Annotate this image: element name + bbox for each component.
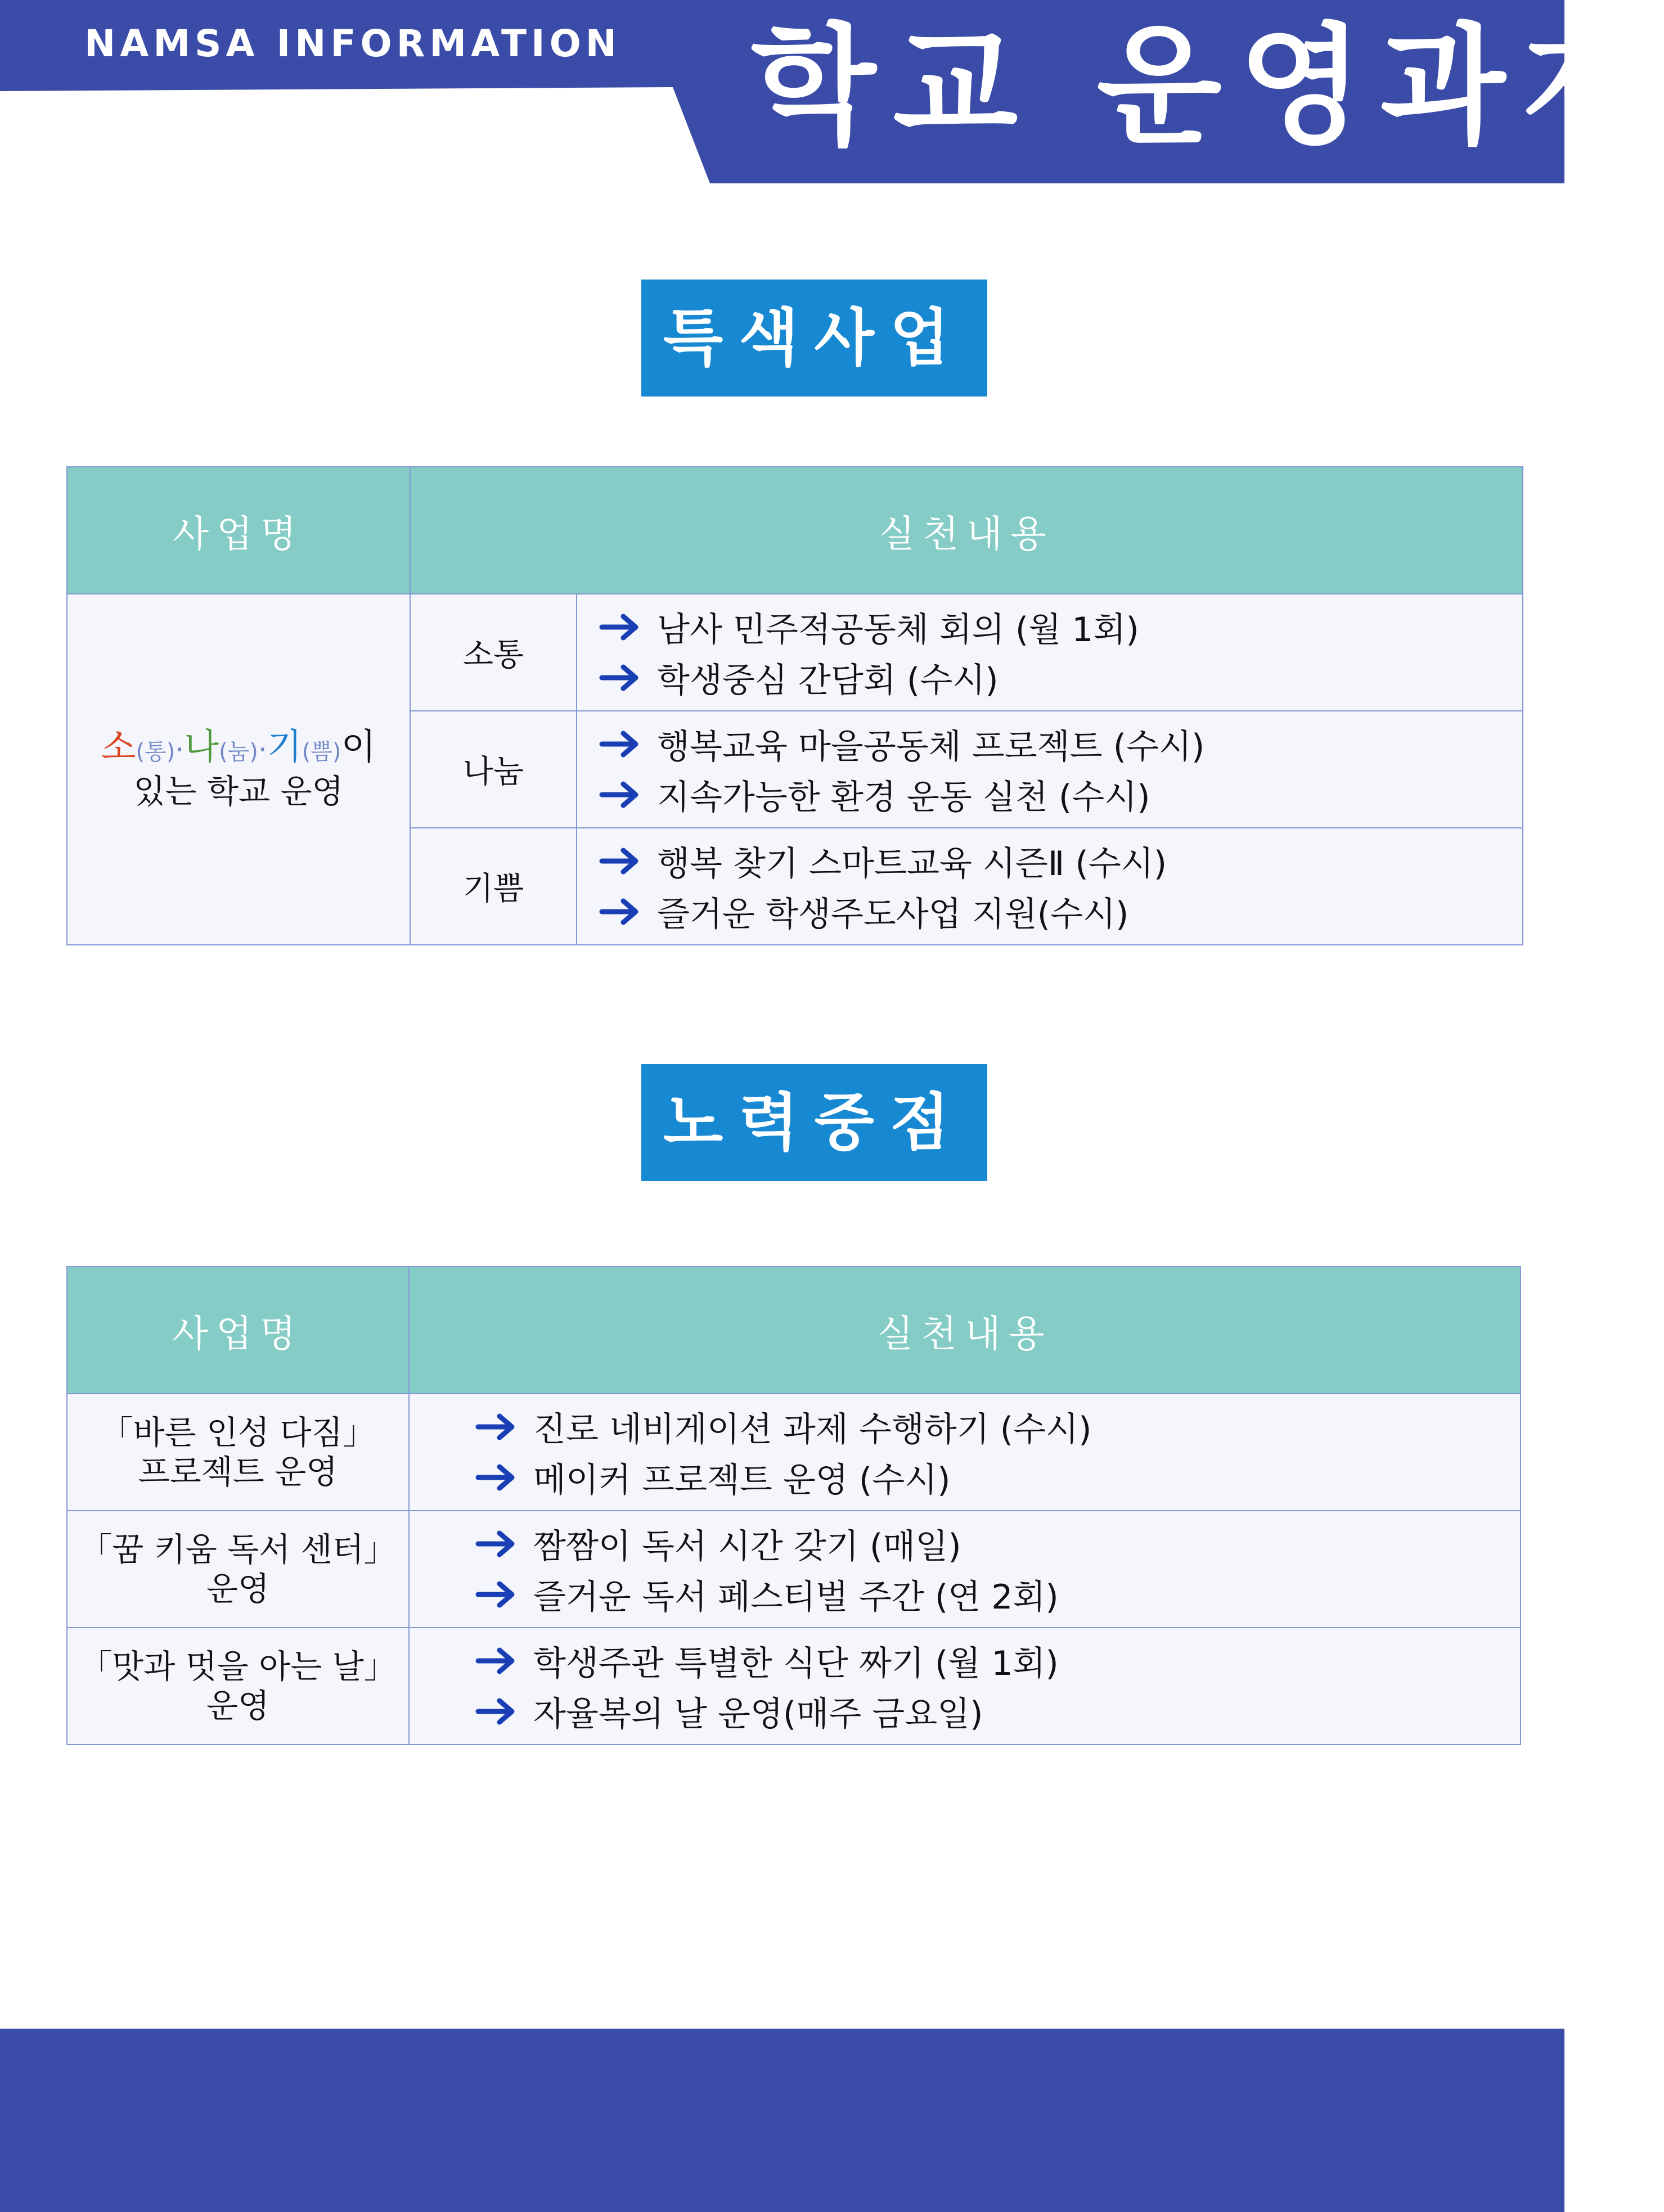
project-name-cell <box>67 1394 409 1511</box>
arrow-right-icon <box>600 847 641 875</box>
table-header-row <box>67 1267 1521 1394</box>
arrow-right-icon <box>476 1580 518 1609</box>
arrow-right-icon <box>600 613 641 641</box>
items-cell <box>409 1628 1521 1745</box>
list-item <box>476 1452 1520 1503</box>
project-name-line1: 「바른 인성 다짐」 <box>100 1413 376 1452</box>
section-title-special: 특색사업 <box>641 280 987 397</box>
list-item <box>600 886 1522 937</box>
arrow-right-icon <box>476 1530 518 1558</box>
arrow-right-icon <box>600 664 641 692</box>
item-text: 학생중심 간담회 (수시) <box>657 661 999 700</box>
arrow-right-icon <box>476 1463 518 1492</box>
items-cell <box>577 594 1523 711</box>
table-row <box>67 1511 1521 1628</box>
category-cell: 소통 <box>410 594 577 711</box>
project-name-line2: 운영 <box>206 1570 270 1608</box>
items-cell <box>409 1511 1521 1628</box>
item-text: 남사 민주적공동체 회의 (월 1회) <box>657 610 1139 650</box>
project-name-dot: · <box>258 733 267 766</box>
list-item <box>600 719 1522 769</box>
project-name-line1: 「맛과 멋을 아는 날」 <box>79 1647 397 1686</box>
list-item <box>476 1636 1520 1686</box>
column-header-name: 사업명 <box>67 467 410 594</box>
project-name-ppeum: (쁨) <box>302 739 341 765</box>
list-item <box>600 769 1522 820</box>
project-name-cell <box>67 1511 409 1628</box>
arrow-right-icon <box>600 781 641 809</box>
arrow-right-icon <box>476 1413 518 1441</box>
category-cell: 나눔 <box>410 711 577 828</box>
list-item <box>600 602 1522 652</box>
special-projects-table <box>66 466 1523 945</box>
item-text: 자율복의 날 운영(매주 금요일) <box>533 1695 983 1734</box>
items-cell <box>409 1394 1521 1511</box>
project-name-cell <box>67 1628 409 1745</box>
focus-points-table <box>66 1266 1521 1745</box>
table-row <box>67 1394 1521 1511</box>
header-band <box>0 0 1664 186</box>
page-title: 학교 운영과제 <box>751 12 1664 162</box>
list-item <box>476 1402 1520 1452</box>
project-name-line2: 있는 학교 운영 <box>133 772 344 810</box>
item-text: 학생주관 특별한 식단 짜기 (월 1회) <box>533 1644 1059 1683</box>
list-item <box>476 1686 1520 1737</box>
footer-band <box>0 2029 1564 2212</box>
arrow-right-icon <box>476 1697 518 1726</box>
section-title-focus: 노력중점 <box>641 1064 987 1181</box>
item-text: 즐거운 학생주도사업 지원(수시) <box>657 895 1129 934</box>
brand-text: NAMSA INFORMATION <box>84 22 621 65</box>
items-cell <box>577 828 1523 945</box>
project-name-so: 소 <box>101 727 136 768</box>
project-name-dot: · <box>175 733 185 766</box>
item-text: 짬짬이 독서 시간 갖기 (매일) <box>533 1527 961 1566</box>
item-text: 메이커 프로젝트 운영 (수시) <box>533 1461 951 1500</box>
item-text: 진로 네비게이션 과제 수행하기 (수시) <box>533 1410 1092 1449</box>
category-cell: 기쁨 <box>410 828 577 945</box>
arrow-right-icon <box>476 1647 518 1675</box>
list-item <box>476 1569 1520 1620</box>
project-name-gi: 기 <box>267 727 302 768</box>
project-name-num: (눔) <box>219 739 258 765</box>
list-item <box>600 652 1522 703</box>
column-header-content: 실천내용 <box>410 467 1523 594</box>
list-item <box>476 1519 1520 1569</box>
arrow-right-icon <box>600 898 641 926</box>
project-name-line2: 프로젝트 운영 <box>138 1453 338 1491</box>
item-text: 행복교육 마을공동체 프로젝트 (수시) <box>657 727 1205 767</box>
project-name-line2: 운영 <box>206 1687 270 1725</box>
column-header-content: 실천내용 <box>409 1267 1521 1394</box>
arrow-right-icon <box>600 730 641 758</box>
item-text: 행복 찾기 스마트교육 시즌Ⅱ (수시) <box>657 844 1167 884</box>
table-header-row <box>67 467 1523 594</box>
project-name-cell <box>67 594 410 945</box>
list-item <box>600 836 1522 886</box>
table-row <box>67 1628 1521 1745</box>
project-name-suffix: 이 <box>341 727 376 768</box>
project-name-line1: 「꿈 키움 독서 센터」 <box>79 1530 397 1569</box>
column-header-name: 사업명 <box>67 1267 409 1394</box>
project-name-line1 <box>68 728 410 772</box>
item-text: 즐거운 독서 페스티벌 주간 (연 2회) <box>533 1578 1059 1617</box>
table-row <box>67 594 1523 711</box>
project-name-na: 나 <box>184 727 219 768</box>
item-text: 지속가능한 환경 운동 실천 (수시) <box>657 778 1150 817</box>
items-cell <box>577 711 1523 828</box>
project-name-tong: (통) <box>136 739 176 765</box>
